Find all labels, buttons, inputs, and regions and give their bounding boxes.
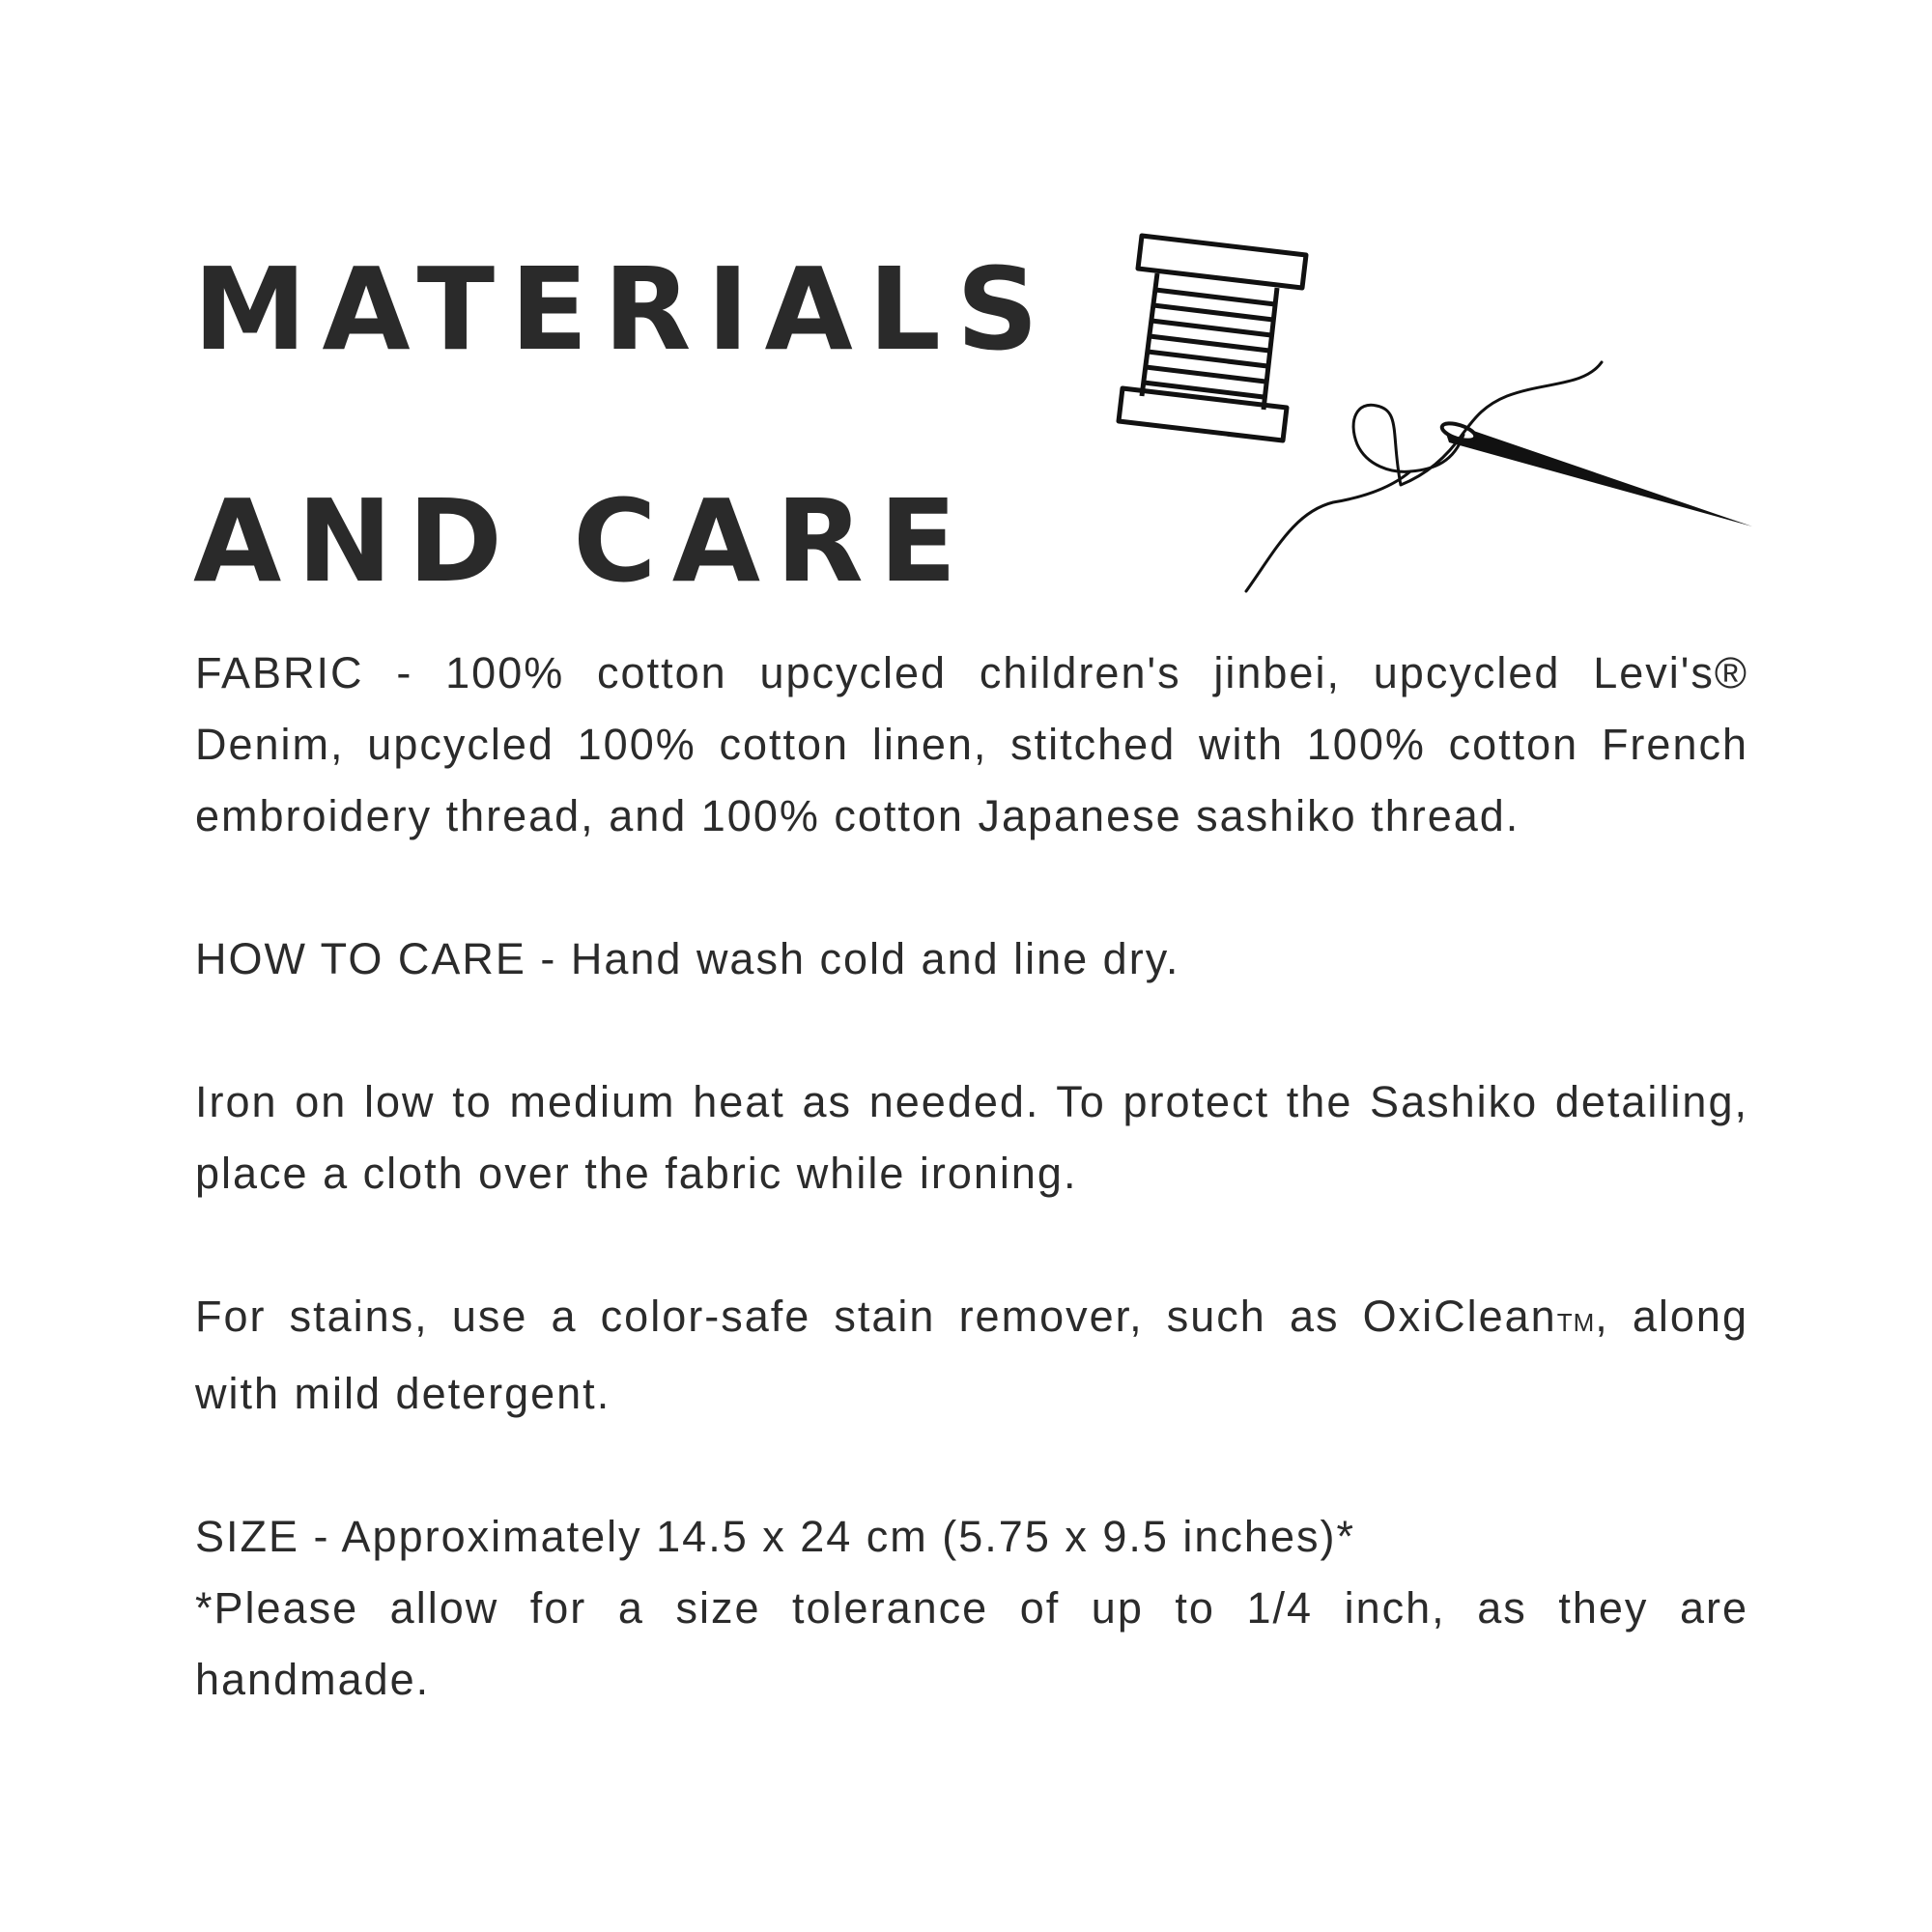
thread-spool-icon (1119, 236, 1306, 440)
page-title (193, 193, 1054, 657)
spacer (195, 995, 1748, 1066)
stains-paragraph (195, 1281, 1748, 1430)
tolerance-paragraph: *Please allow for a size tolerance of up to 1/4 inch, as they are handmade. (195, 1583, 1748, 1704)
title-line-1: MATERIALS (193, 242, 1054, 376)
stains-text: For stains, use a color-safe stain remover, such as OxiClean (195, 1292, 1557, 1341)
spacer (195, 1430, 1748, 1501)
spacer (195, 852, 1748, 923)
sewing-illustration (1101, 213, 1777, 618)
size-paragraph: SIZE - Approximately 14.5 x 24 cm (5.75 x 9.5 inches)* (195, 1512, 1355, 1561)
fabric-paragraph: FABRIC - 100% cotton upcycled children's jinbei, upcycled Levi's® Denim, upcycled 100% cotton linen, stitched with 100% cotton French embroidery thread, and 100% cotton Japanese sashiko thread. (195, 648, 1748, 840)
spacer (195, 1209, 1748, 1281)
care-paragraph: HOW TO CARE - Hand wash cold and line dry. (195, 934, 1180, 983)
title-line-2: AND CARE (193, 474, 973, 608)
materials-care-content (195, 638, 1748, 1716)
stains-text-end: , along with mild detergent. (195, 1292, 1748, 1418)
needle-with-heart-thread-icon (1246, 362, 1752, 591)
trademark-mark: TM (1556, 1308, 1596, 1337)
iron-paragraph: Iron on low to medium heat as needed. To protect the Sashiko detailing, place a cloth over the fabric while ironing. (195, 1077, 1748, 1198)
